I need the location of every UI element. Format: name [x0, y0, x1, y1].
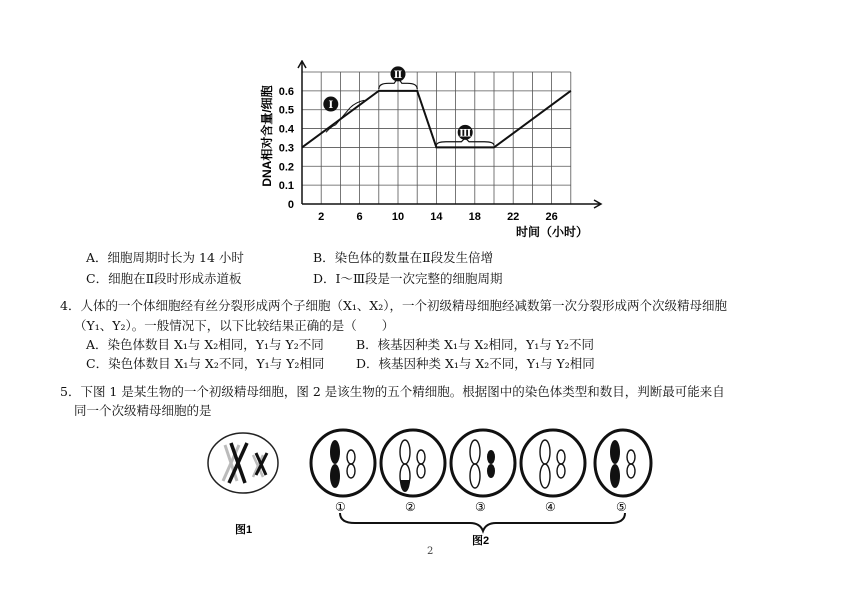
x-tick-label: 18	[468, 211, 481, 223]
chart-axes	[298, 61, 601, 208]
stage-marker-label: Ⅱ	[393, 69, 403, 81]
q5-figure	[195, 425, 655, 550]
dna-content-chart	[255, 60, 615, 240]
fig2-cell-1	[311, 430, 375, 496]
fig2-cell-2	[381, 430, 445, 496]
q4-stem-line2: （Y₁、Y₂）。一般情况下，以下比较结果正确的是（ ）	[74, 318, 395, 333]
x-tick-label: 6	[356, 211, 363, 223]
q3-option-d: D．Ⅰ～Ⅲ段是一次完整的细胞周期	[313, 271, 503, 286]
y-tick-label: 0.6	[278, 85, 294, 98]
q3-option-b: B．染色体的数量在Ⅱ段发生倍增	[313, 250, 494, 265]
q5-stem-line1: 5．下图 1 是某生物的一个初级精母细胞，图 2 是该生物的五个精细胞。根据图中的染色体类型和数目，判断最可能来自	[60, 384, 725, 399]
y-axis-label: DNA相对含量/细胞	[260, 85, 274, 187]
fig2-label: 图2	[472, 535, 490, 547]
q4-option-d: D．核基因种类 X₁与 X₂不同，Y₁与 Y₂相同	[356, 356, 595, 371]
cell-label-3: ③	[475, 500, 486, 514]
fig2-cell-3	[451, 430, 515, 496]
x-tick-label: 10	[391, 211, 405, 223]
y-tick-label: 0.5	[278, 104, 294, 117]
x-tick-label: 2	[318, 211, 325, 223]
stage-marker-label: Ⅰ	[328, 100, 334, 112]
x-tick-labels	[318, 211, 558, 223]
stage-annotations	[323, 66, 494, 145]
y-tick-label: 0.3	[278, 142, 294, 155]
cell-label-1: ①	[335, 500, 346, 514]
chart-grid	[302, 69, 571, 204]
cell-label-2: ②	[405, 500, 416, 514]
fig2-cell-5	[595, 430, 651, 496]
cell-label-4: ④	[545, 500, 556, 514]
fig2-brace	[340, 513, 625, 531]
y-tick-labels	[279, 86, 295, 211]
y-tick-label: 0.2	[278, 161, 294, 174]
q4-option-b: B．核基因种类 X₁与 X₂相同，Y₁与 Y₂不同	[356, 337, 594, 352]
cell-label-5: ⑤	[616, 500, 627, 514]
q4-stem-line1: 4．人体的一个体细胞经有丝分裂形成两个子细胞（X₁、X₂），一个初级精母细胞经减数第一次分裂形成两个次级精母细胞	[60, 298, 728, 313]
page-number: 2	[427, 546, 434, 557]
q4-option-a: A．染色体数目 X₁与 X₂相同，Y₁与 Y₂不同	[86, 337, 324, 352]
x-axis-label: 时间（小时）	[516, 225, 589, 239]
x-tick-label: 22	[507, 211, 520, 223]
fig1-label: 图1	[235, 524, 253, 536]
q3-option-c: C．细胞在Ⅱ段时形成赤道板	[86, 271, 242, 286]
x-tick-label: 14	[430, 211, 443, 223]
y-tick-label: 0.4	[278, 123, 294, 136]
fig1-primary-spermatocyte	[208, 433, 278, 493]
q4-option-c: C．染色体数目 X₁与 X₂不同，Y₁与 Y₂相同	[86, 356, 325, 371]
q5-stem-line2: 同一个次级精母细胞的是	[74, 403, 212, 418]
y-tick-label: 0	[287, 199, 294, 211]
fig2-cell-4	[521, 430, 585, 496]
x-tick-label: 26	[545, 211, 558, 223]
y-tick-label: 0.1	[278, 180, 294, 193]
stage-marker-label: Ⅲ	[459, 128, 472, 140]
q3-option-a: A．细胞周期时长为 14 小时	[86, 250, 244, 265]
